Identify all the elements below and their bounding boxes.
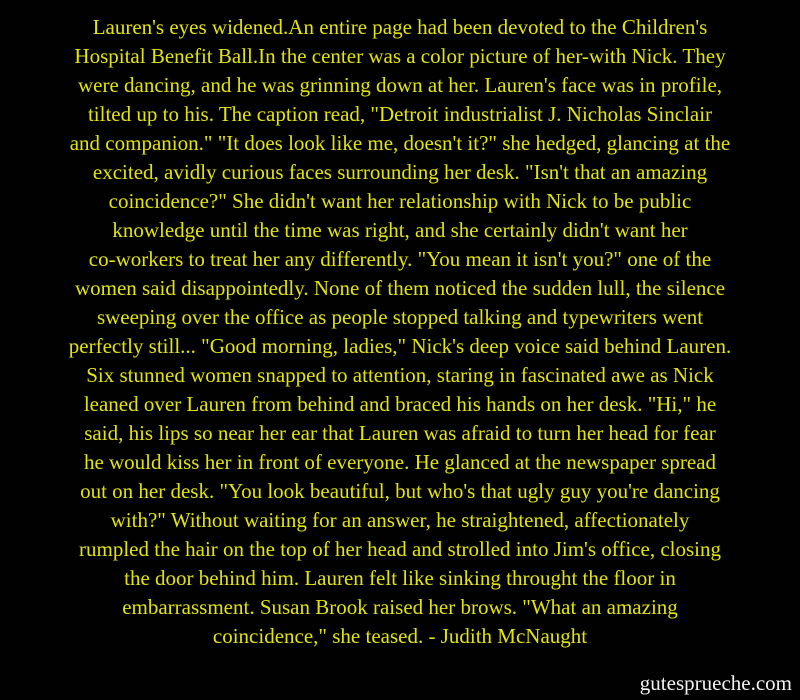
quote-line: Hospital Benefit Ball.In the center was a color picture of her-with Nick. They <box>74 44 726 68</box>
quote-line: embarrassment. Susan Brook raised her brows. "What an amazing <box>122 595 678 619</box>
quote-line: coincidence," she teased. - Judith McNaught <box>212 624 588 648</box>
quote-line: sweeping over the office as people stopped talking and typewriters went <box>96 305 704 329</box>
quote-line: Six stunned women snapped to attention, staring in fascinated awe as Nick <box>86 363 714 387</box>
quote-line: Lauren's eyes widened.An entire page had been devoted to the Children's <box>92 15 708 39</box>
quote-line: with?" Without waiting for an answer, he straightened, affectionately <box>110 508 690 532</box>
quote-line: were dancing, and he was grinning down at her. Lauren's face was in profile, <box>77 73 723 97</box>
quote-line: and companion." "It does look like me, doesn't it?" she hedged, glancing at the <box>69 131 731 155</box>
quote-line: coincidence?" She didn't want her relationship with Nick to be public <box>108 189 692 213</box>
quote-line: perfectly still... "Good morning, ladies," Nick's deep voice said behind Lauren. <box>68 334 732 358</box>
quote-line: tilted up to his. The caption read, "Detroit industrialist J. Nicholas Sinclair <box>87 102 713 126</box>
quote-line: the door behind him. Lauren felt like sinking throught the floor in <box>124 566 676 590</box>
quote-line: rumpled the hair on the top of her head and strolled into Jim's office, closing <box>79 537 721 561</box>
quote-line: knowledge until the time was right, and she certainly didn't want her <box>112 218 688 242</box>
quote-line: out on her desk. "You look beautiful, but who's that ugly guy you're dancing <box>80 479 720 503</box>
quote-line: co-workers to treat her any differently. "You mean it isn't you?" one of the <box>88 247 712 271</box>
quote-line: excited, avidly curious faces surrounding her desk. "Isn't that an amazing <box>92 160 708 184</box>
quote-line: leaned over Lauren from behind and braced his hands on her desk. "Hi," he <box>83 392 717 416</box>
quote-line: women said disappointedly. None of them noticed the sudden lull, the silence <box>74 276 726 300</box>
quote-line: he would kiss her in front of everyone. He glanced at the newspaper spread <box>83 450 717 474</box>
watermark-site-name: gutesprueche.com <box>639 671 792 695</box>
quote-line: said, his lips so near her ear that Lauren was afraid to turn her head for fear <box>84 421 716 445</box>
